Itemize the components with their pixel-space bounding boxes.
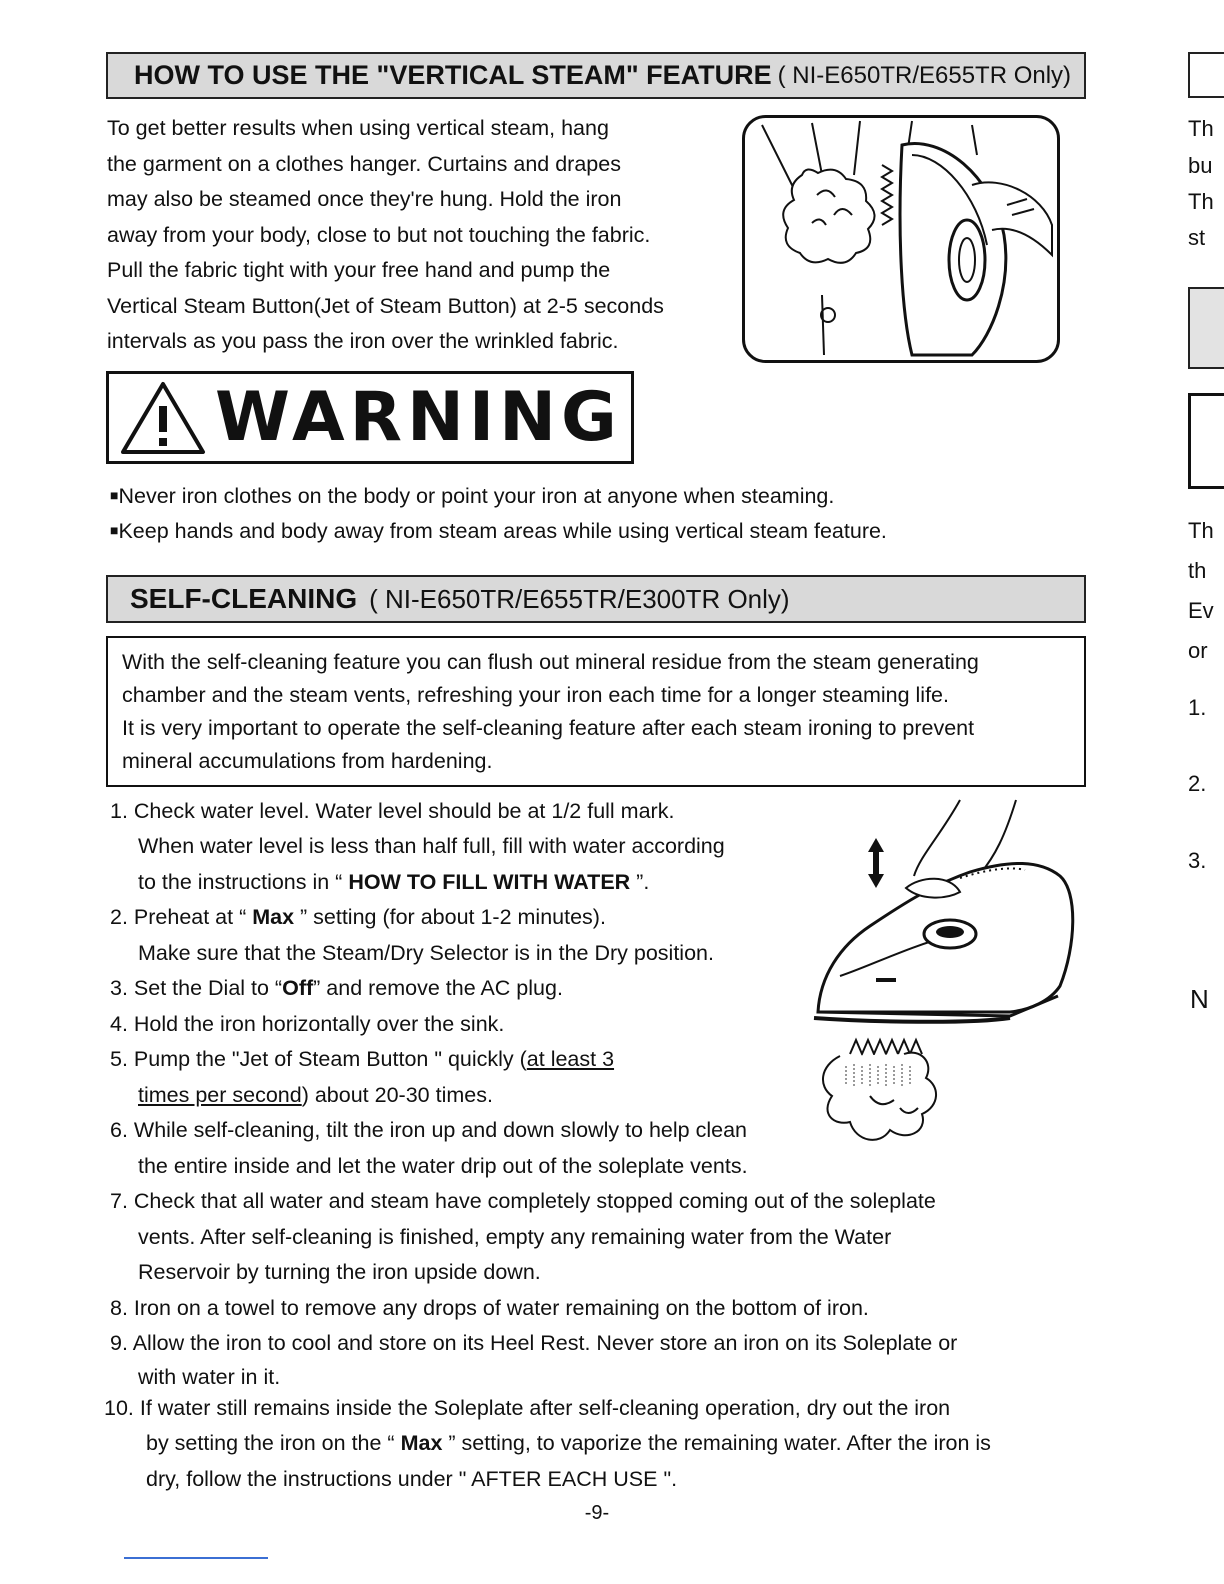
vertical-steam-header — [106, 52, 1086, 99]
paragraph-line: the garment on a clothes hanger. Curtains and drapes — [107, 151, 621, 176]
step-4-line: 4. Hold the iron horizontally over the sink. — [110, 1012, 505, 1036]
step-6-line: 6. While self-cleaning, tilt the iron up and down slowly to help clean — [110, 1118, 747, 1142]
adjacent-page-gray-box — [1188, 287, 1224, 369]
adjacent-page-text: st — [1188, 225, 1206, 250]
vertical-steam-illustration — [742, 115, 1060, 363]
step-10-line — [146, 1431, 991, 1456]
adjacent-page-text: th — [1188, 558, 1207, 583]
paragraph-line: may also be steamed once they're hung. Hold the iron — [107, 187, 622, 211]
step-7-line: 7. Check that all water and steam have completely stopped coming out of the soleplate — [110, 1189, 936, 1213]
adjacent-page-text: Th — [1188, 189, 1214, 214]
step-10-line: dry, follow the instructions under " AFTER EACH USE ". — [146, 1467, 678, 1491]
self-cleaning-models: ( NI-E650TR/E655TR/E300TR Only) — [369, 583, 790, 614]
paragraph-line: intervals as you pass the iron over the wrinkled fabric. — [107, 329, 619, 353]
adjacent-page-text: or — [1188, 638, 1208, 663]
adjacent-page-text: Th — [1188, 116, 1214, 141]
vertical-steam-title: HOW TO USE THE "VERTICAL STEAM" FEATURE — [134, 60, 772, 90]
adjacent-page-header-box — [1188, 52, 1224, 98]
paragraph-line: Pull the fabric tight with your free hand and pump the — [107, 258, 611, 282]
intro-line: mineral accumulations from hardening. — [122, 749, 493, 773]
step-emphasis: Max — [400, 1431, 443, 1455]
step-text: to the instructions in “ — [138, 870, 349, 894]
step-9-line: with water in it. — [138, 1365, 281, 1389]
adjacent-page-text: N — [1190, 984, 1209, 1014]
paragraph-line: Vertical Steam Button(Jet of Steam Button) at 2-5 seconds — [107, 293, 664, 318]
warning-triangle-icon — [119, 380, 207, 456]
step-underline: times per second — [138, 1083, 302, 1107]
adjacent-page-text: 2. — [1188, 771, 1207, 796]
step-8-line: 8. Iron on a towel to remove any drops of water remaining on the bottom of iron. — [110, 1296, 869, 1320]
step-emphasis: Off — [282, 976, 314, 1000]
self-cleaning-illustration — [810, 796, 1082, 1168]
step-3-line — [110, 976, 563, 1001]
vertical-steam-models: ( NI-E650TR/E655TR Only) — [777, 61, 1072, 89]
step-7-line: Reservoir by turning the iron upside down. — [138, 1260, 541, 1284]
step-9-line: 9. Allow the iron to cool and store on its Heel Rest. Never store an iron on its Soleplate or — [110, 1331, 958, 1355]
step-text: by setting the iron on the “ — [146, 1431, 401, 1455]
intro-line: It is very important to operate the self-cleaning feature after each steam ironing to prevent — [122, 716, 975, 740]
step-text: ” setting (for about 1-2 minutes). — [294, 905, 606, 929]
adjacent-page-text: Ev — [1188, 598, 1214, 623]
step-text: ) about 20-30 times. — [301, 1083, 493, 1107]
step-emphasis: Max — [252, 905, 295, 929]
warning-title: WARNING — [215, 378, 622, 457]
step-1-line — [138, 870, 649, 895]
step-text: ”. — [630, 870, 650, 894]
paragraph-line: To get better results when using vertical steam, hang — [107, 116, 609, 140]
adjacent-page-text: 3. — [1188, 848, 1207, 873]
step-10-line: 10. If water still remains inside the Soleplate after self-cleaning operation, dry out the iron — [104, 1396, 951, 1420]
step-1-line: When water level is less than half full, fill with water according — [138, 834, 725, 858]
vertical-steam-paragraph — [107, 111, 664, 360]
self-cleaning-title: SELF-CLEANING — [130, 583, 358, 614]
warning-bullet: ■Keep hands and body away from steam areas while using vertical steam feature. — [110, 519, 887, 543]
step-text: 5. Pump the "Jet of Steam Button " quickly ( — [110, 1047, 527, 1071]
step-underline: at least 3 — [526, 1047, 615, 1071]
self-cleaning-intro-box — [106, 636, 1086, 787]
step-text: ” setting, to vaporize the remaining water. After the iron is — [442, 1431, 991, 1455]
step-text: 3. Set the Dial to “ — [110, 976, 283, 1000]
adjacent-page-text: Th — [1188, 518, 1214, 543]
page-number: -9- — [584, 1502, 610, 1524]
warning-bullet-text: Keep hands and body away from steam areas while using vertical steam feature. — [118, 519, 887, 543]
step-2-line — [110, 905, 606, 930]
self-cleaning-header — [106, 575, 1086, 623]
intro-line: With the self-cleaning feature you can flush out mineral residue from the steam generating — [122, 650, 979, 674]
warning-box — [106, 371, 634, 464]
adjacent-page-warning-box — [1188, 393, 1224, 489]
paragraph-line: away from your body, close to but not touching the fabric. — [107, 222, 651, 247]
step-emphasis: HOW TO FILL WITH WATER — [348, 870, 631, 894]
step-7-line: vents. After self-cleaning is finished, empty any remaining water from the Water — [138, 1225, 892, 1249]
step-5-line — [138, 1083, 493, 1108]
adjacent-page-text: 1. — [1188, 695, 1207, 720]
adjacent-page-text: bu — [1188, 153, 1213, 178]
step-1-line: 1. Check water level. Water level should be at 1/2 full mark. — [110, 799, 675, 823]
warning-bullet: ■Never iron clothes on the body or point your iron at anyone when steaming. — [110, 484, 835, 508]
intro-line: chamber and the steam vents, refreshing your iron each time for a longer steaming life. — [122, 683, 949, 707]
step-text: ” and remove the AC plug. — [313, 976, 563, 1000]
step-5-line — [110, 1047, 614, 1072]
warning-bullet-text: Never iron clothes on the body or point your iron at anyone when steaming. — [118, 484, 835, 508]
step-6-line: the entire inside and let the water drip out of the soleplate vents. — [138, 1154, 748, 1178]
bottom-divider — [124, 1557, 268, 1559]
step-text: 2. Preheat at “ — [110, 905, 253, 929]
step-2-line: Make sure that the Steam/Dry Selector is in the Dry position. — [138, 941, 714, 965]
